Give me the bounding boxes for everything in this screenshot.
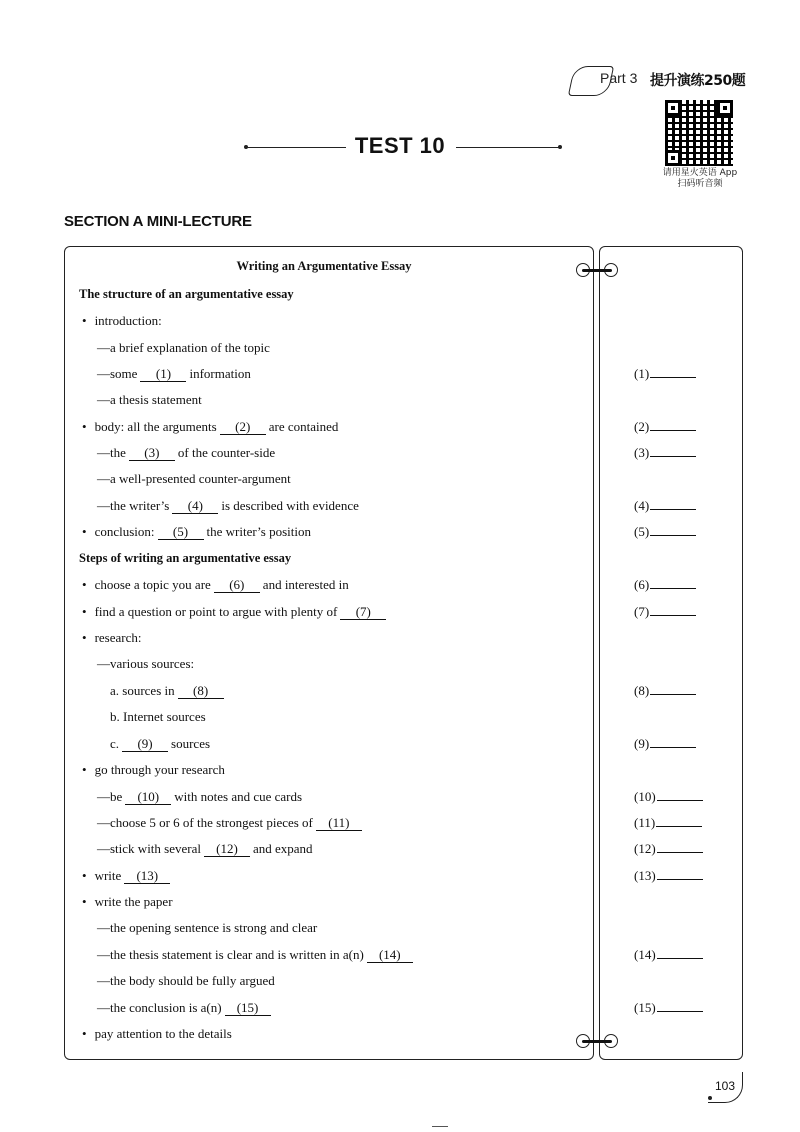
answer-label: (14) — [634, 947, 656, 962]
page-number-dot — [708, 1096, 712, 1100]
notes-line-text: —a well-presented counter-argument — [97, 471, 291, 486]
fill-in-blank[interactable]: (3) — [129, 446, 175, 461]
notes-line-text: —the opening sentence is strong and clear — [97, 920, 318, 935]
footer-dash — [432, 1126, 448, 1127]
answer-slot[interactable] — [634, 815, 702, 831]
notes-line-text: b. Internet sources — [110, 709, 206, 724]
answer-label: (2) — [634, 419, 650, 434]
answer-label: (15) — [634, 1000, 656, 1015]
notes-line-text: go through your research — [94, 762, 225, 777]
notes-title: Writing an Argumentative Essay — [236, 259, 412, 273]
notes-line-text: sources — [171, 736, 211, 751]
answer-slot[interactable] — [634, 683, 696, 699]
fill-in-blank[interactable]: (15) — [225, 1001, 271, 1016]
qr-caption-line1: 请用星火英语 App — [662, 168, 738, 178]
notes-line — [82, 577, 349, 593]
title-right-dot — [558, 145, 562, 149]
answer-input-line[interactable] — [650, 684, 696, 695]
notes-line-text: research: — [94, 630, 142, 645]
notes-line-text: —the thesis statement is clear and is written in a(n) — [97, 947, 364, 962]
notes-line — [97, 656, 194, 672]
answer-label: (1) — [634, 366, 650, 381]
notes-line-text: a. sources in — [110, 683, 175, 698]
answer-slot[interactable] — [634, 789, 703, 805]
notes-line — [97, 973, 275, 989]
answer-input-line[interactable] — [650, 605, 696, 616]
bullet-icon: • — [82, 313, 87, 328]
notes-line — [97, 920, 317, 936]
answer-label: (9) — [634, 736, 650, 751]
fill-in-blank[interactable]: (8) — [178, 684, 224, 699]
answer-label: (7) — [634, 604, 650, 619]
notes-line-text: write — [94, 868, 122, 883]
answer-label: (11) — [634, 815, 656, 830]
answer-slot[interactable] — [634, 445, 696, 461]
answer-input-line[interactable] — [650, 499, 696, 510]
answer-input-line[interactable] — [656, 816, 702, 827]
notes-line — [82, 894, 173, 910]
notes-line — [97, 392, 202, 408]
fill-in-blank[interactable]: (4) — [172, 499, 218, 514]
bullet-icon: • — [82, 630, 87, 645]
answer-input-line[interactable] — [650, 367, 696, 378]
notes-line-text: —various sources: — [97, 656, 195, 671]
answer-label: (5) — [634, 524, 650, 539]
bullet-icon: • — [82, 577, 87, 592]
notes-line-text: —the writer’s — [97, 498, 170, 513]
answer-input-line[interactable] — [657, 948, 703, 959]
notes-line-text: c. — [110, 736, 120, 751]
fill-in-blank[interactable]: (5) — [158, 525, 204, 540]
qr-caption — [650, 168, 750, 190]
notes-line — [97, 947, 416, 963]
answer-slot[interactable] — [634, 841, 703, 857]
fill-in-blank[interactable]: (9) — [122, 737, 168, 752]
notes-line — [82, 1026, 232, 1042]
page-title: TEST 10 — [354, 133, 446, 158]
page-number: 103 — [708, 1072, 743, 1103]
fill-in-blank[interactable]: (11) — [316, 816, 362, 831]
notes-line — [110, 683, 227, 699]
notes-line — [82, 524, 311, 540]
notes-line — [97, 789, 302, 805]
bullet-icon: • — [82, 868, 87, 883]
notes-line-text: —the body should be fully argued — [97, 973, 275, 988]
answer-input-line[interactable] — [657, 790, 703, 801]
notes-line — [82, 419, 338, 435]
answer-input-line[interactable] — [657, 1001, 703, 1012]
answer-input-line[interactable] — [650, 578, 696, 589]
notes-line-text: write the paper — [94, 894, 173, 909]
notes-line — [82, 630, 141, 646]
answer-input-line[interactable] — [657, 842, 703, 853]
part-label: Part 3 — [600, 70, 638, 86]
fill-in-blank[interactable]: (2) — [220, 420, 266, 435]
notes-line-text: —a thesis statement — [97, 392, 202, 407]
answer-label: (12) — [634, 841, 656, 856]
notes-line-text: —the — [97, 445, 126, 460]
answer-slot[interactable] — [634, 868, 703, 884]
fill-in-blank[interactable]: (7) — [340, 605, 386, 620]
notes-line — [97, 815, 365, 831]
answer-slot[interactable] — [634, 366, 696, 382]
answer-slot[interactable] — [634, 524, 696, 540]
answer-input-line[interactable] — [650, 446, 696, 457]
answer-slot[interactable] — [634, 604, 696, 620]
notes-line-text: —a brief explanation of the topic — [97, 340, 270, 355]
bullet-icon: • — [82, 762, 87, 777]
notes-line — [97, 340, 270, 356]
answer-label: (4) — [634, 498, 650, 513]
notes-line — [97, 1000, 274, 1016]
notes-line-text: —be — [97, 789, 123, 804]
answer-input-line[interactable] — [650, 737, 696, 748]
notes-line-text: pay attention to the details — [94, 1026, 232, 1041]
notes-line-text: conclusion: — [94, 524, 155, 539]
notes-line — [82, 604, 389, 620]
notes-line-text: choose a topic you are — [94, 577, 211, 592]
notes-line-text: is described with evidence — [221, 498, 359, 513]
notes-line-text: find a question or point to argue with plenty of — [94, 604, 338, 619]
fill-in-blank[interactable]: (1) — [140, 367, 186, 382]
notes-line-text: body: all the arguments — [94, 419, 217, 434]
answer-input-line[interactable] — [657, 869, 703, 880]
bullet-icon: • — [82, 894, 87, 909]
notes-line — [97, 366, 251, 382]
answer-label: (13) — [634, 868, 656, 883]
bullet-icon: • — [82, 604, 87, 619]
answer-input-line[interactable] — [650, 420, 696, 431]
answer-slot[interactable] — [634, 1000, 703, 1016]
answer-label: (3) — [634, 445, 650, 460]
notes-line-text: introduction: — [94, 313, 162, 328]
notes-line-text: —some — [97, 366, 138, 381]
notes-line-text: and expand — [252, 841, 313, 856]
title-right-rule — [456, 147, 560, 148]
answer-slot[interactable] — [634, 419, 696, 435]
fill-in-blank[interactable]: (14) — [367, 948, 413, 963]
notes-line-text: with notes and cue cards — [174, 789, 303, 804]
answer-slot[interactable] — [634, 736, 696, 752]
notes-line-text: —choose 5 or 6 of the strongest pieces of — [97, 815, 313, 830]
qr-caption-line2: 扫码听音频 — [677, 179, 723, 189]
notes-line — [97, 445, 275, 461]
bullet-icon: • — [82, 1026, 87, 1041]
notes-line — [97, 471, 291, 487]
fill-in-blank[interactable]: (10) — [125, 790, 171, 805]
notes-line — [97, 498, 359, 514]
notes-line — [82, 868, 173, 884]
notes-heading-structure: The structure of an argumentative essay — [79, 287, 294, 301]
notes-line-text: —the conclusion is a(n) — [97, 1000, 222, 1015]
bullet-icon: • — [82, 524, 87, 539]
notes-line-text: information — [189, 366, 251, 381]
notes-heading-steps: Steps of writing an argumentative essay — [79, 551, 292, 565]
answer-slot[interactable] — [634, 947, 703, 963]
answer-slot[interactable] — [634, 498, 696, 514]
binder-clip-icon — [582, 1040, 612, 1043]
answer-slot[interactable] — [634, 577, 696, 593]
notes-line-text: are contained — [268, 419, 339, 434]
bullet-icon: • — [82, 419, 87, 434]
notes-line-text: the writer’s position — [206, 524, 311, 539]
section-heading: SECTION A MINI-LECTURE — [64, 213, 252, 230]
answer-label: (6) — [634, 577, 650, 592]
answer-label: (8) — [634, 683, 650, 698]
part-title: 提升演练250题 — [650, 73, 746, 89]
notes-line — [97, 841, 313, 857]
notes-line-text: —stick with several — [97, 841, 201, 856]
fill-in-blank[interactable]: (6) — [214, 578, 260, 593]
notes-line-text: and interested in — [262, 577, 349, 592]
fill-in-blank[interactable]: (12) — [204, 842, 250, 857]
fill-in-blank[interactable]: (13) — [124, 869, 170, 884]
notes-line — [110, 736, 210, 752]
binder-clip-icon — [582, 269, 612, 272]
answer-input-line[interactable] — [650, 525, 696, 536]
notes-line — [82, 762, 225, 778]
notes-line — [110, 709, 206, 725]
answer-label: (10) — [634, 789, 656, 804]
notes-line-text: of the counter-side — [177, 445, 276, 460]
notes-line — [82, 313, 162, 329]
